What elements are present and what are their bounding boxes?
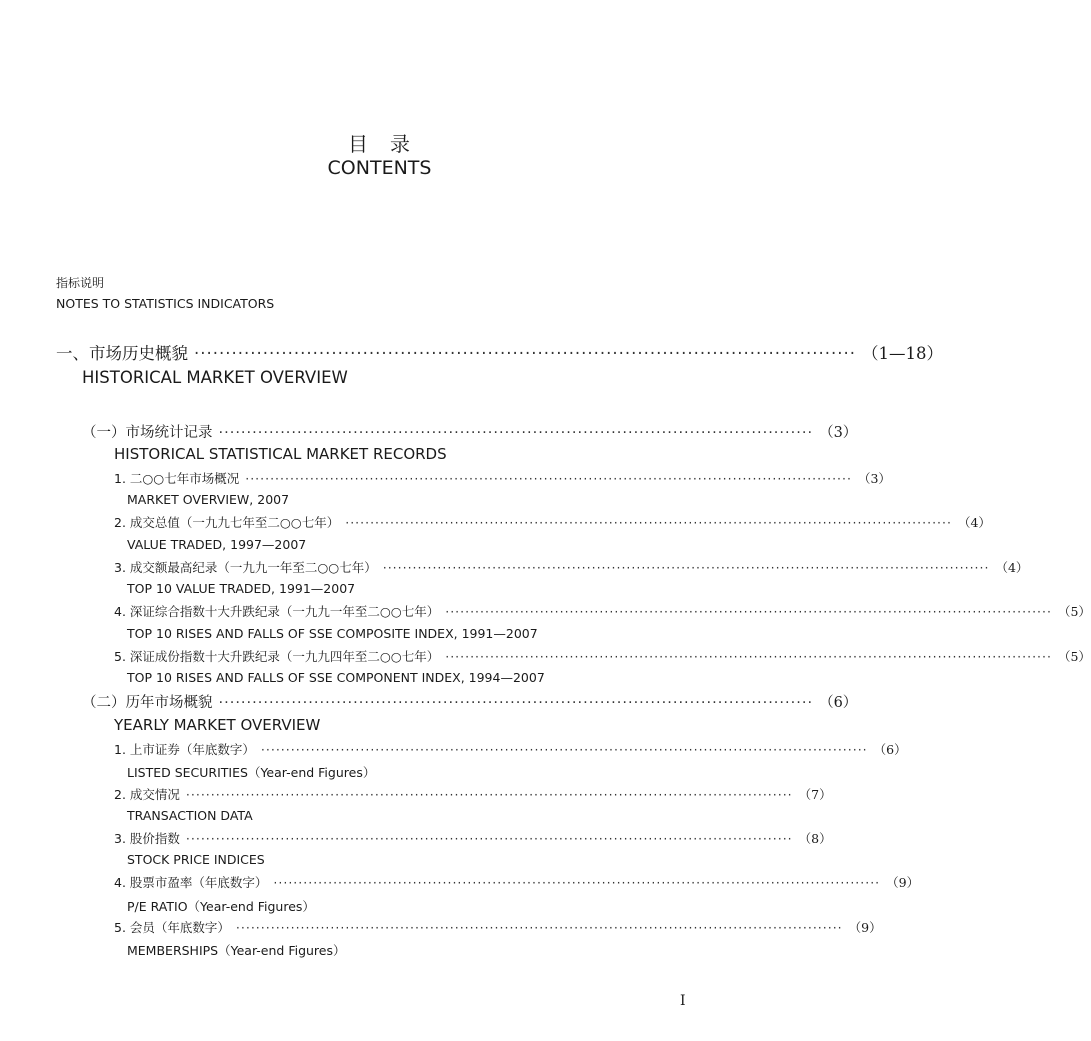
toc-item-label: 5. 深证成份指数十大升跌纪录（一九九四年至二○○七年） [114,649,440,664]
leader-dots: ·························································································································· [235,920,843,935]
toc-item-page: （5） [1057,649,1091,664]
toc-item[interactable] [114,602,1091,620]
toc-item-label: 3. 成交额最高纪录（一九九一年至二○○七年） [114,560,377,575]
toc-item-en: P/E RATIO（Year-end Figures） [127,899,315,914]
toc-item-label: 2. 成交情况 [114,787,180,802]
toc-item-page: （4） [957,515,991,530]
leader-dots: ·························································································································· [185,831,793,846]
toc-item-page: （3） [857,471,891,486]
leader-dots: ·························································································································· [260,742,868,757]
leader-dots: ·························································································································· [345,515,952,530]
toc-item-page: （9） [886,875,920,890]
toc-item-en: MEMBERSHIPS（Year-end Figures） [127,943,346,958]
toc-item[interactable] [114,558,1029,576]
page-number: I [680,993,686,1009]
leader-dots: ·························································································································· [382,560,990,575]
toc-item[interactable] [114,469,891,487]
toc-item-page: （6） [873,742,907,757]
toc-section-1-label: 一、市场历史概貌 [56,344,188,363]
toc-item-en: TOP 10 VALUE TRADED, 1991—2007 [127,581,356,596]
toc-item-en: TRANSACTION DATA [127,808,253,823]
leader-dots: ·························································································································· [185,787,793,802]
toc-item-en: LISTED SECURITIES（Year-end Figures） [127,765,376,780]
toc-item[interactable] [114,873,920,891]
toc-subsection-1-en: HISTORICAL STATISTICAL MARKET RECORDS [114,445,447,463]
toc-subsection-2[interactable] [82,691,858,712]
page-title-en: CONTENTS [327,157,432,179]
toc-item[interactable] [114,513,991,531]
toc-subsection-1-label: （一）市场统计记录 [82,425,213,441]
toc-item-page: （9） [848,920,882,935]
toc-item-en: TOP 10 RISES AND FALLS OF SSE COMPONENT INDEX, 1994—2007 [127,670,545,685]
leader-dots: ·························································································································· [445,649,1052,664]
toc-item[interactable] [114,785,832,803]
toc-item-page: （5） [1057,604,1091,619]
leader-dots: ·········································································································· [218,695,814,711]
notes-heading-cn: 指标说明 [56,276,105,290]
toc-subsection-2-page: （6） [819,695,858,711]
toc-item-en: VALUE TRADED, 1997—2007 [127,537,307,552]
toc-item[interactable] [114,918,882,936]
toc-subsection-1[interactable] [82,421,858,442]
toc-section-1-pages: （1—18） [861,344,943,363]
toc-item[interactable] [114,829,832,847]
toc-item-en: TOP 10 RISES AND FALLS OF SSE COMPOSITE INDEX, 1991—2007 [127,626,538,641]
leader-dots: ·························································································································· [445,604,1052,619]
toc-subsection-1-page: （3） [819,425,858,441]
toc-subsection-2-label: （二）历年市场概貌 [82,695,213,711]
toc-item-label: 1. 二○○七年市场概况 [114,471,240,486]
leader-dots: ·········································································································· [194,344,856,363]
toc-item-label: 5. 会员（年底数字） [114,920,230,935]
toc-item[interactable] [114,740,907,758]
page-title-cn: 目 录 [348,132,411,156]
toc-item-en: MARKET OVERVIEW, 2007 [127,492,290,507]
toc-section-1[interactable] [56,340,943,364]
toc-item-label: 4. 股票市盈率（年底数字） [114,875,268,890]
toc-item[interactable] [114,647,1091,665]
leader-dots: ·························································································································· [273,875,881,890]
toc-item-label: 2. 成交总值（一九九七年至二○○七年） [114,515,340,530]
toc-item-page: （7） [798,787,832,802]
toc-item-en: STOCK PRICE INDICES [127,852,265,867]
toc-item-label: 3. 股价指数 [114,831,180,846]
leader-dots: ·························································································································· [245,471,852,486]
toc-subsection-2-en: YEARLY MARKET OVERVIEW [114,716,321,734]
toc-section-1-en: HISTORICAL MARKET OVERVIEW [82,368,348,387]
leader-dots: ·········································································································· [218,425,814,441]
toc-item-page: （4） [995,560,1029,575]
notes-heading-en: NOTES TO STATISTICS INDICATORS [56,296,275,311]
toc-item-label: 1. 上市证券（年底数字） [114,742,255,757]
toc-item-page: （8） [798,831,832,846]
toc-item-label: 4. 深证综合指数十大升跌纪录（一九九一年至二○○七年） [114,604,440,619]
